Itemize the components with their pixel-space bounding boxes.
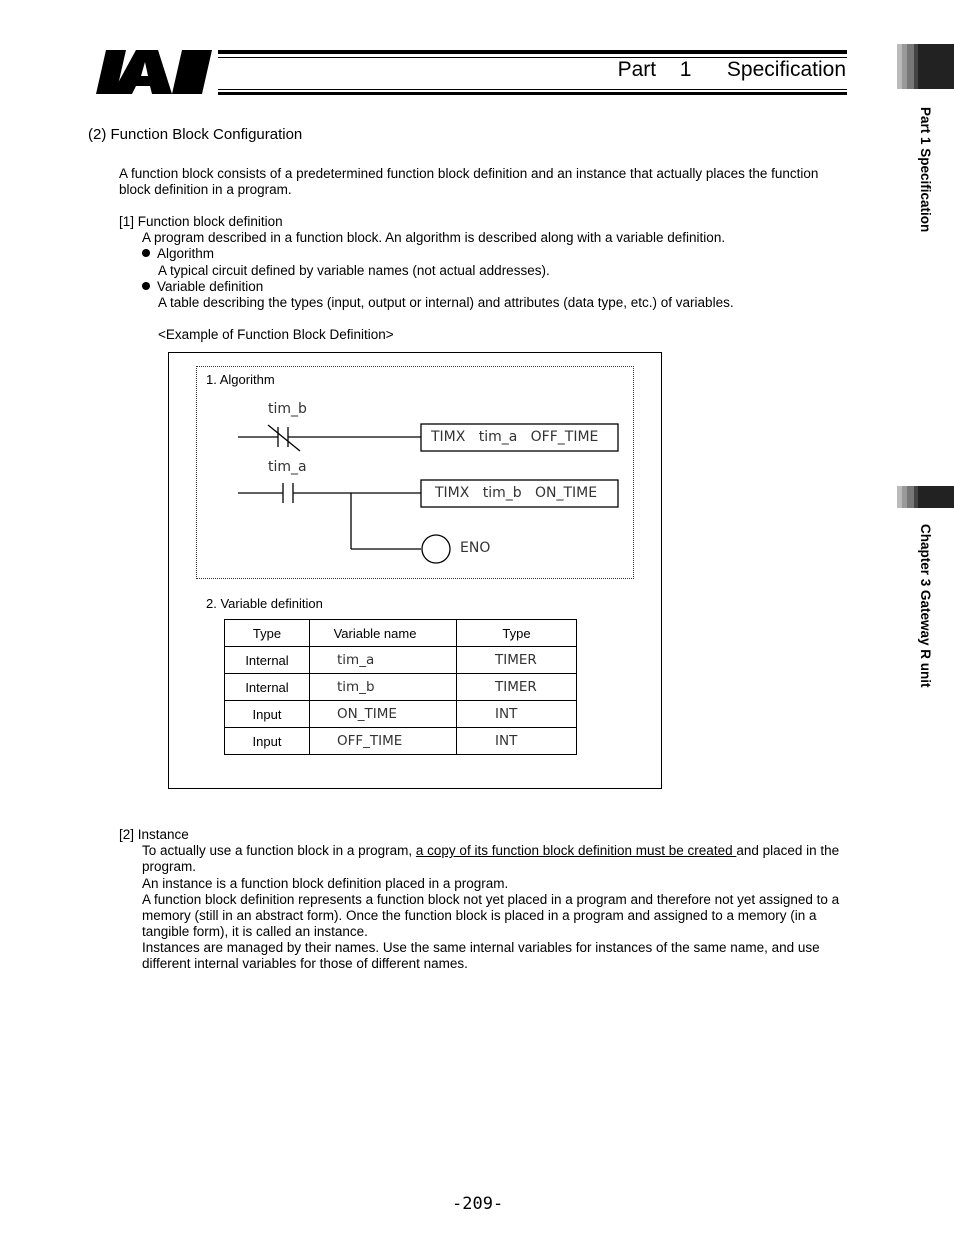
table-cell: tim_a [310, 647, 457, 674]
item2-line-2: program. [142, 859, 197, 874]
contact1-label: tim_b [268, 401, 307, 417]
bullet-variable-desc: A table describing the types (input, output or internal) and attributes (data type, etc.) of variables. [158, 295, 734, 310]
item2-label: [2] Instance [119, 827, 189, 842]
side-tab-part: Part 1 Specification [918, 107, 933, 233]
header-title: Part 1 Specification [617, 58, 846, 81]
contact2-label: tim_a [268, 459, 307, 475]
chapter-tab-marker [897, 486, 954, 508]
bullet-title: Variable definition [157, 279, 264, 294]
item2-line-1 [142, 843, 839, 859]
table-cell: INT [457, 728, 577, 755]
example-caption: <Example of Function Block Definition> [158, 327, 394, 342]
coil2-text: TIMX tim_b ON_TIME [435, 485, 598, 501]
table-cell: Input [225, 701, 310, 728]
underlined-text: a copy of its function block definition must be created [415, 843, 737, 858]
table-cell: TIMER [457, 647, 577, 674]
bullet-algorithm-desc: A typical circuit defined by variable names (not actual addresses). [158, 263, 550, 278]
item2-line-8: different internal variables for those of different names. [142, 956, 468, 971]
item1-label: [1] Function block definition [119, 214, 283, 229]
variable-label: 2. Variable definition [206, 596, 323, 611]
table-cell: Input [225, 728, 310, 755]
header-rule [218, 92, 847, 95]
item2-line-6: tangible form), it is called an instance. [142, 924, 368, 939]
iai-logo [96, 48, 212, 96]
table-cell: INT [457, 701, 577, 728]
header-cell: Type [457, 620, 577, 647]
item2-line-4: A function block definition represents a function block not yet placed in a program and therefore not yet assigned to a [142, 892, 840, 907]
bullet-icon [142, 282, 150, 290]
eno-label: ENO [460, 540, 491, 556]
side-tab-chapter: Chapter 3 Gateway R unit [918, 524, 933, 688]
text-span: and placed in the [736, 843, 840, 858]
item2-line-7: Instances are managed by their names. Use the same internal variables for instances of the same name, and use [142, 940, 820, 955]
table-cell: Internal [225, 674, 310, 701]
coil1-text: TIMX tim_a OFF_TIME [431, 429, 599, 445]
table-cell: tim_b [310, 674, 457, 701]
bullet-title: Algorithm [157, 246, 215, 261]
part-tab-marker [897, 44, 954, 89]
table-cell: TIMER [457, 674, 577, 701]
variable-table [224, 619, 577, 755]
table-row [225, 674, 577, 701]
header-cell: Variable name [310, 620, 457, 647]
table-cell: Internal [225, 647, 310, 674]
bullet-icon [142, 249, 150, 257]
intro-line-1: A function block consists of a predetermined function block definition and an instance that actually places the function [119, 166, 819, 181]
header-cell: Type [225, 620, 310, 647]
header-rule [218, 50, 847, 54]
table-cell: ON_TIME [310, 701, 457, 728]
bullet-variable [142, 279, 263, 295]
table-row [225, 701, 577, 728]
section-heading: (2) Function Block Configuration [88, 126, 303, 143]
bullet-algorithm [142, 246, 214, 262]
ladder-diagram [230, 395, 630, 570]
item1-desc: A program described in a function block. An algorithm is described along with a variable definition. [142, 230, 726, 245]
intro-line-2: block definition in a program. [119, 182, 292, 197]
table-header-row [225, 620, 577, 647]
page-number: -209- [452, 1194, 504, 1214]
table-row [225, 647, 577, 674]
table-cell: OFF_TIME [310, 728, 457, 755]
item2-line-5: memory (still in an abstract form). Once the function block is placed in a program and assigned to a memory (in a [142, 908, 817, 923]
algorithm-label: 1. Algorithm [206, 372, 275, 387]
eno-coil [422, 535, 450, 563]
header-rule [218, 89, 847, 90]
table-row [225, 728, 577, 755]
text-span: To actually use a function block in a program, [142, 843, 416, 858]
item2-line-3: An instance is a function block definition placed in a program. [142, 876, 509, 891]
